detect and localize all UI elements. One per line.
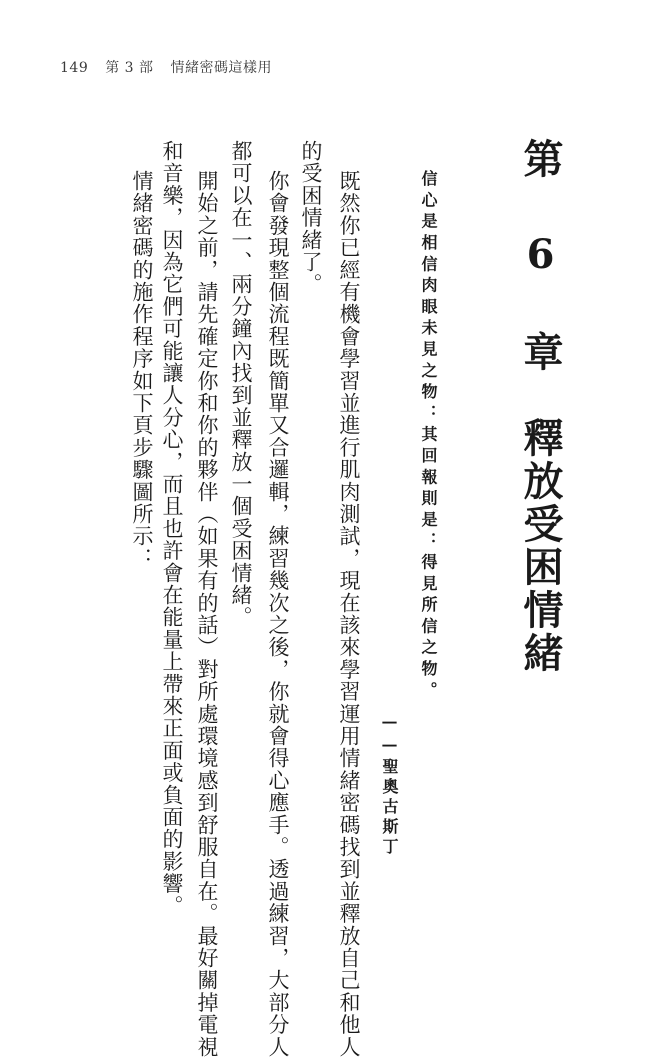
part-title: 情緒密碼這樣用 [170, 60, 272, 76]
body-line-3: 你會發現整個流程既簡單又合邏輯，練習幾次之後，你就會得心應手。透過練習，大部分人 [266, 170, 290, 1058]
body-line-5: 開始之前，請先確定你和你的夥伴（如果有的話）對所處環境感到舒服自在。最好關掉電視 [195, 170, 219, 1058]
running-header [60, 57, 284, 77]
body-line-6: 和音樂，因為它們可能讓人分心，而且也許會在能量上帶來正面或負面的影響。 [160, 140, 184, 917]
body-line-7: 情緒密碼的施作程序如下頁步驟圖所示： [130, 170, 154, 570]
body-line-1: 既然你已經有機會學習並進行肌肉測試，現在該來學習運用情緒密碼找到並釋放自己和他人 [337, 170, 361, 1058]
body-line-2: 的受困情緒了。 [299, 140, 323, 296]
page-number: 149 [60, 60, 89, 76]
chapter-title: 第 6 章 釋放受困情緒 [517, 138, 564, 675]
body-line-4: 都可以在一、兩分鐘內找到並釋放一個受困情緒。 [229, 140, 253, 629]
part-label: 第 3 部 [105, 60, 154, 76]
epigraph-attribution: ——聖奧古斯丁 [380, 712, 399, 858]
epigraph-quote: 信心是相信肉眼未見之物：其回報則是：得見所信之物。 [419, 170, 438, 703]
